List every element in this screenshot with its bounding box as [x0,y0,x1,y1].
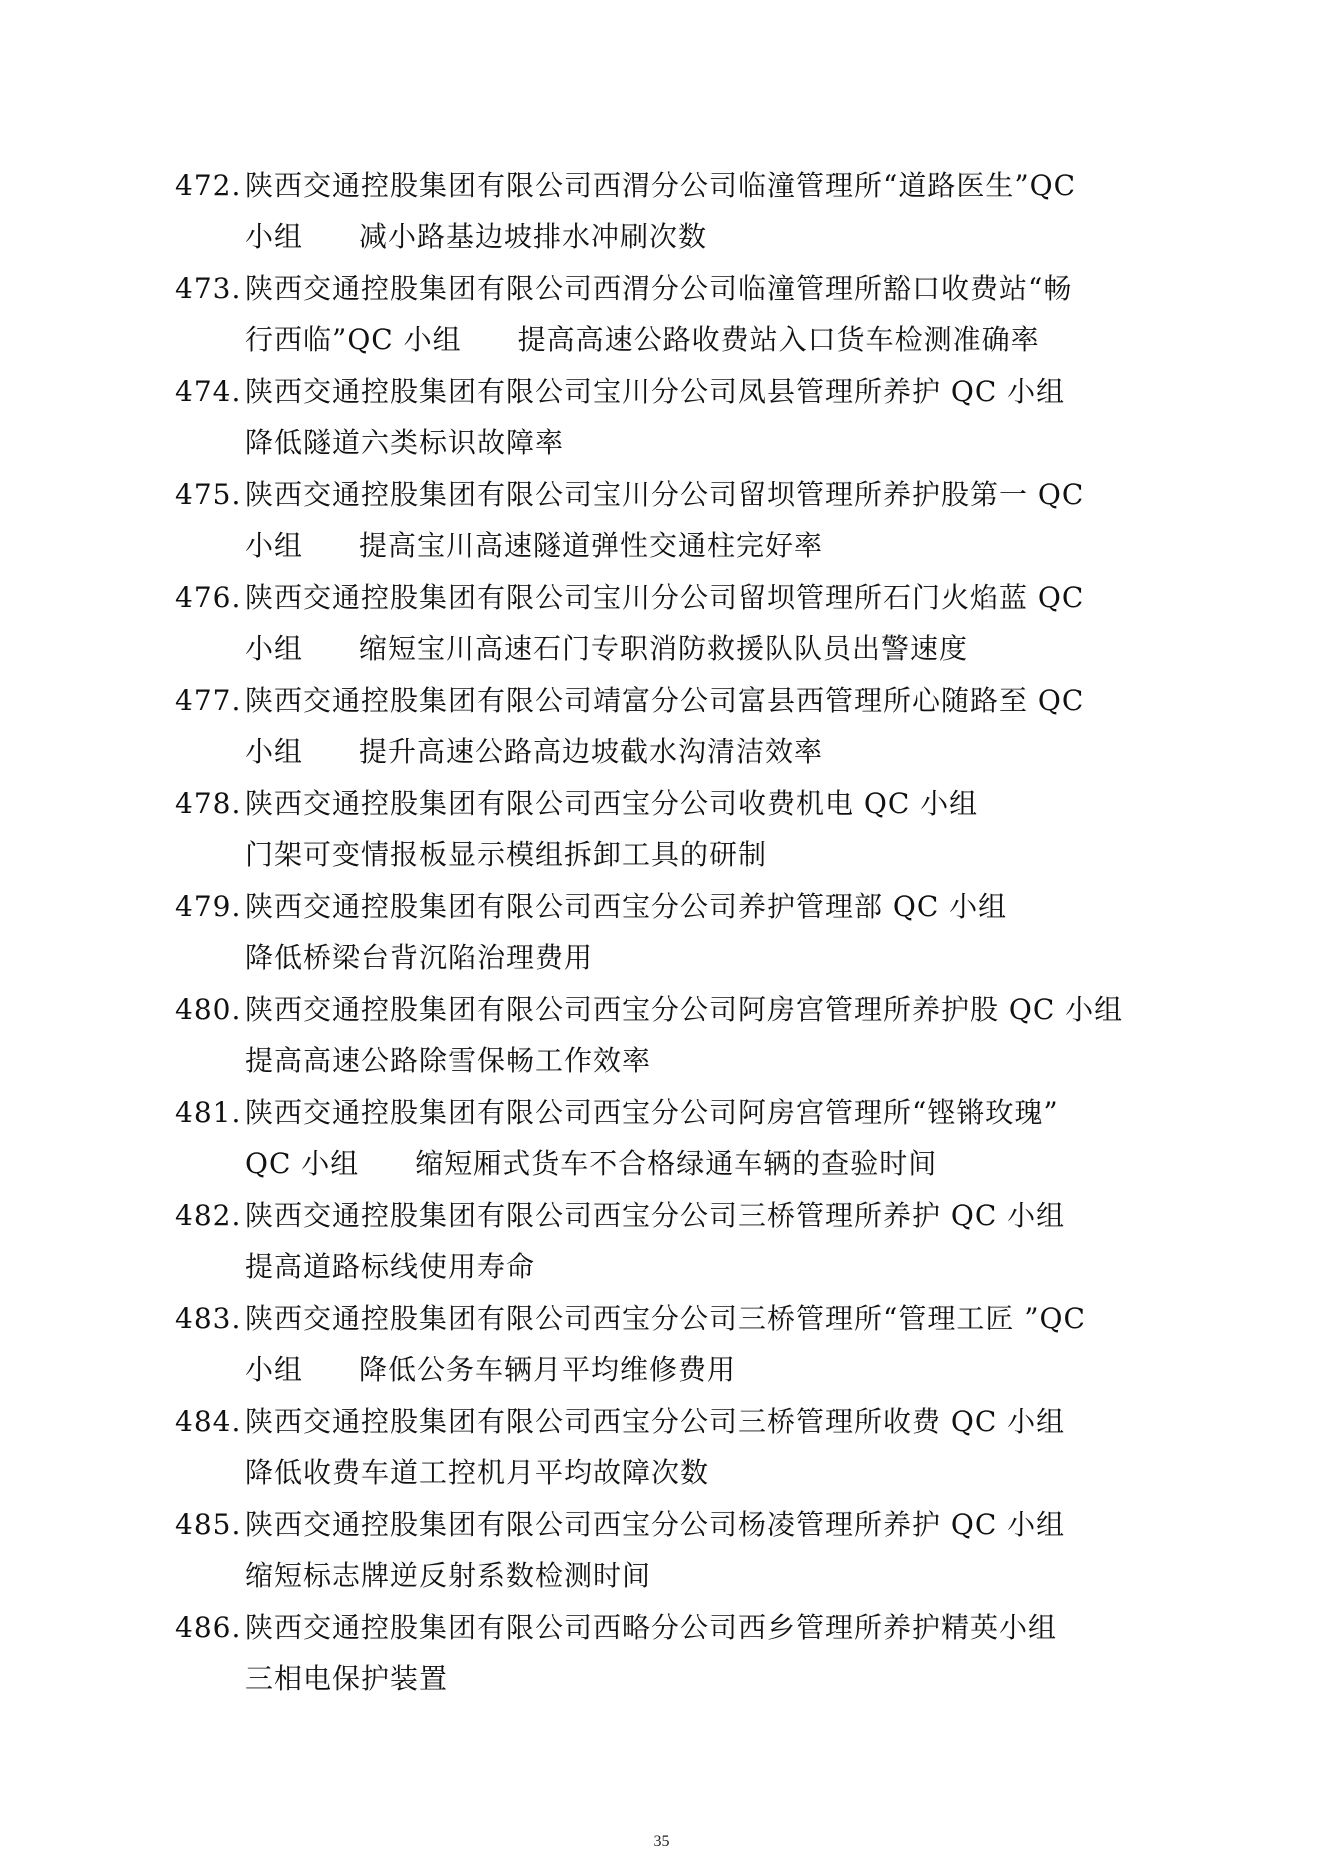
entry-topic-line [245,1558,651,1594]
entry-group-tail: 行西临”QC 小组 [245,323,462,356]
list-item [175,1198,1165,1301]
entry-group-name: 陕西交通控股集团有限公司西宝分公司三桥管理所养护 QC 小组 [245,1199,1066,1232]
entry-group-line [175,786,978,822]
entry-topic-line [245,1043,651,1079]
entry-topic: 缩短标志牌逆反射系数检测时间 [245,1559,652,1592]
entry-group-tail: 小组 [245,632,304,665]
entry-group-line [175,889,1007,925]
entry-number: 486. [175,1611,242,1644]
entry-topic-line [245,734,823,770]
entry-group-name: 陕西交通控股集团有限公司宝川分公司凤县管理所养护 QC 小组 [245,375,1066,408]
entry-topic-line [245,837,767,873]
entry-number: 473. [175,272,242,305]
entry-number: 478. [175,787,242,820]
entry-topic: 减小路基边坡排水冲刷次数 [359,220,708,253]
entry-topic-line [245,1455,709,1491]
list-item [175,168,1165,271]
entry-topic: 缩短宝川高速石门专职消防救援队队员出警速度 [359,632,969,665]
entry-group-name: 陕西交通控股集团有限公司西宝分公司三桥管理所“管理工匠 ”QC [245,1302,1086,1335]
entry-topic-line [245,631,968,667]
entry-group-line [175,168,1076,204]
list-item [175,1610,1165,1713]
entry-topic: 提升高速公路高边坡截水沟清洁效率 [359,735,824,768]
entry-topic: 提高高速公路收费站入口货车检测准确率 [517,323,1040,356]
entry-group-name: 陕西交通控股集团有限公司西宝分公司收费机电 QC 小组 [245,787,979,820]
list-item [175,477,1165,580]
list-item [175,1095,1165,1198]
entry-group-name: 陕西交通控股集团有限公司西宝分公司阿房宫管理所养护股 QC 小组 [245,993,1124,1026]
entry-group-tail: 小组 [245,735,304,768]
entry-number: 474. [175,375,242,408]
entry-list [175,168,1165,1713]
entry-group-tail: QC 小组 [245,1147,360,1180]
entry-topic: 降低桥梁台背沉陷治理费用 [245,941,594,974]
entry-group-name: 陕西交通控股集团有限公司西渭分公司临潼管理所豁口收费站“畅 [245,272,1073,305]
entry-group-line [175,580,1084,616]
entry-topic-line [245,1661,448,1697]
entry-group-name: 陕西交通控股集团有限公司西宝分公司杨凌管理所养护 QC 小组 [245,1508,1066,1541]
entry-topic: 提高高速公路除雪保畅工作效率 [245,1044,652,1077]
entry-group-line [175,992,1123,1028]
entry-topic: 门架可变情报板显示模组拆卸工具的研制 [245,838,768,871]
list-item [175,992,1165,1095]
entry-group-line [175,271,1072,307]
entry-number: 485. [175,1508,242,1541]
entry-number: 472. [175,169,242,202]
entry-topic-line [245,1146,937,1182]
entry-group-line [175,477,1084,513]
entry-group-name: 陕西交通控股集团有限公司西渭分公司临潼管理所“道路医生”QC [245,169,1077,202]
entry-group-tail: 小组 [245,529,304,562]
entry-group-line [175,1301,1086,1337]
entry-group-line [175,1404,1065,1440]
entry-group-name: 陕西交通控股集团有限公司宝川分公司留坝管理所石门火焰蓝 QC [245,581,1085,614]
list-item [175,1404,1165,1507]
entry-topic-line [245,219,707,255]
entry-topic: 降低隧道六类标识故障率 [245,426,565,459]
entry-group-name: 陕西交通控股集团有限公司西宝分公司三桥管理所收费 QC 小组 [245,1405,1066,1438]
entry-topic: 提高道路标线使用寿命 [245,1250,536,1283]
list-item [175,683,1165,786]
entry-topic: 三相电保护装置 [245,1662,449,1695]
entry-topic-line [245,425,564,461]
page-number: 35 [653,1833,670,1850]
list-item [175,271,1165,374]
entry-topic: 缩短厢式货车不合格绿通车辆的查验时间 [415,1147,938,1180]
entry-group-line [175,374,1065,410]
entry-number: 475. [175,478,242,511]
entry-number: 480. [175,993,242,1026]
entry-topic-line [245,1249,535,1285]
entry-number: 479. [175,890,242,923]
entry-group-line [175,1610,1057,1646]
entry-group-line [175,683,1084,719]
entry-topic: 降低收费车道工控机月平均故障次数 [245,1456,710,1489]
entry-number: 484. [175,1405,242,1438]
entry-group-name: 陕西交通控股集团有限公司宝川分公司留坝管理所养护股第一 QC [245,478,1085,511]
entry-group-name: 陕西交通控股集团有限公司西略分公司西乡管理所养护精英小组 [245,1611,1058,1644]
entry-topic: 提高宝川高速隧道弹性交通柱完好率 [359,529,824,562]
entry-number: 476. [175,581,242,614]
entry-topic: 降低公务车辆月平均维修费用 [359,1353,737,1386]
entry-group-line [175,1198,1065,1234]
entry-topic-line [245,1352,736,1388]
list-item [175,1301,1165,1404]
entry-number: 482. [175,1199,242,1232]
entry-topic-line [245,322,1040,358]
list-item [175,1507,1165,1610]
entry-number: 481. [175,1096,242,1129]
entry-group-tail: 小组 [245,220,304,253]
entry-group-line [175,1507,1065,1543]
entry-topic-line [245,528,823,564]
list-item [175,889,1165,992]
entry-number: 483. [175,1302,242,1335]
list-item [175,580,1165,683]
entry-group-name: 陕西交通控股集团有限公司西宝分公司阿房宫管理所“铿锵玫瑰” [245,1096,1059,1129]
list-item [175,786,1165,889]
list-item [175,374,1165,477]
entry-topic-line [245,940,593,976]
entry-group-tail: 小组 [245,1353,304,1386]
entry-group-name: 陕西交通控股集团有限公司靖富分公司富县西管理所心随路至 QC [245,684,1085,717]
entry-group-line [175,1095,1059,1131]
entry-group-name: 陕西交通控股集团有限公司西宝分公司养护管理部 QC 小组 [245,890,1008,923]
entry-number: 477. [175,684,242,717]
